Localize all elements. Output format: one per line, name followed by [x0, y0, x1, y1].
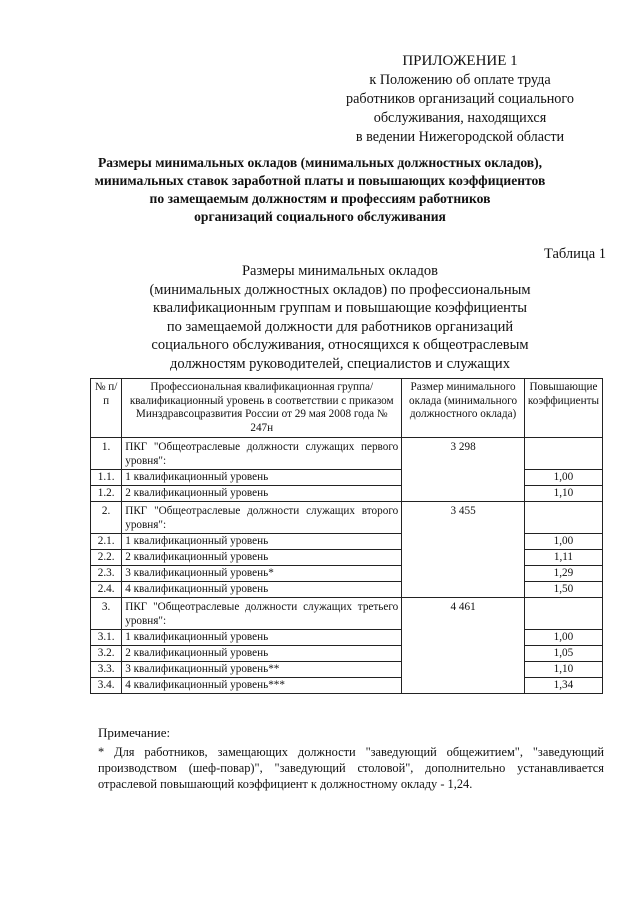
document-title-line: по замещаемым должностям и профессиям работников — [149, 191, 491, 206]
row-coef: 1,50 — [524, 582, 602, 598]
row-coef: 1,00 — [524, 630, 602, 646]
table-row — [91, 678, 603, 694]
annex-line: в ведении Нижегородской области — [355, 129, 565, 145]
row-level-name: 1 квалификационный уровень — [122, 470, 402, 486]
row-coef: 1,00 — [524, 470, 602, 486]
table-title-line: (минимальных должностных окладов) по профессиональным — [149, 281, 531, 298]
row-group-title: ПКГ "Общеотраслевые должности служащих первого уровня": — [122, 438, 402, 470]
header-num: № п/п — [91, 379, 122, 438]
note-label: Примечание: — [98, 725, 171, 740]
header-coef: Повышающие коэффициенты — [524, 379, 602, 438]
table-row-group — [91, 502, 603, 534]
header-salary: Размер минимального оклада (минимального должностного оклада) — [402, 379, 525, 438]
row-level-name: 2 квалификационный уровень — [122, 550, 402, 566]
table-title-line: социального обслуживания, относящихся к общеотраслевым — [151, 337, 529, 353]
row-num: 1. — [91, 438, 122, 470]
header-group: Профессиональная квалификационная группа/квалификационный уровень в соответствии с приказом Минздравсоцразвития России от 29 мая 2008 года № 247н — [122, 379, 402, 438]
table-header-row — [91, 379, 603, 438]
row-salary: 3 455 — [402, 502, 525, 598]
row-coef: 1,05 — [524, 646, 602, 662]
table-row — [91, 646, 603, 662]
table-row — [91, 486, 603, 502]
row-level-name: 4 квалификационный уровень — [122, 582, 402, 598]
row-level-name: 1 квалификационный уровень — [122, 630, 402, 646]
row-group-title: ПКГ "Общеотраслевые должности служащих второго уровня": — [122, 502, 402, 534]
table-row-group — [91, 598, 603, 630]
row-num: 2.3. — [91, 566, 122, 582]
row-num: 2.1. — [91, 534, 122, 550]
annex-line: работников организаций социального — [346, 91, 574, 107]
row-coef: 1,00 — [524, 534, 602, 550]
row-num: 2.4. — [91, 582, 122, 598]
row-num: 3.3. — [91, 662, 122, 678]
row-num: 2.2. — [91, 550, 122, 566]
row-coef-empty — [524, 598, 602, 630]
row-level-name: 1 квалификационный уровень — [122, 534, 402, 550]
row-coef-empty — [524, 502, 602, 534]
table-row — [91, 534, 603, 550]
row-level-name: 2 квалификационный уровень — [122, 486, 402, 502]
row-coef: 1,11 — [524, 550, 602, 566]
row-num: 3.1. — [91, 630, 122, 646]
row-num: 3. — [91, 598, 122, 630]
row-num: 1.1. — [91, 470, 122, 486]
row-coef: 1,10 — [524, 486, 602, 502]
document-title-line: минимальных ставок заработной платы и повышающих коэффициентов — [94, 173, 546, 188]
salary-table — [90, 378, 603, 694]
annex-header — [330, 52, 590, 147]
row-num: 3.4. — [91, 678, 122, 694]
row-level-name: 3 квалификационный уровень* — [122, 566, 402, 582]
annex-line: к Положению об оплате труда — [369, 72, 551, 88]
row-coef: 1,29 — [524, 566, 602, 582]
row-coef: 1,10 — [524, 662, 602, 678]
table-number: Таблица 1 — [543, 246, 606, 262]
table-row — [91, 662, 603, 678]
annex-title: ПРИЛОЖЕНИЕ 1 — [402, 53, 518, 69]
row-level-name: 2 квалификационный уровень — [122, 646, 402, 662]
table-row — [91, 566, 603, 582]
table-row — [91, 582, 603, 598]
table-row — [91, 550, 603, 566]
table-row-group — [91, 438, 603, 470]
row-level-name: 3 квалификационный уровень** — [122, 662, 402, 678]
annex-line: обслуживания, находящихся — [373, 110, 547, 126]
table-title-line: должностям руководителей, специалистов и служащих — [170, 355, 510, 372]
document-title — [60, 154, 580, 226]
table-title — [120, 262, 560, 373]
table-title-line: по замещаемой должности для работников организаций — [166, 318, 514, 335]
document-title-line: организаций социального обслуживания — [194, 209, 446, 224]
row-num: 1.2. — [91, 486, 122, 502]
table-title-line: Размеры минимальных окладов — [241, 263, 438, 279]
table-title-line: квалификационным группам и повышающие коэффициенты — [152, 300, 528, 316]
table-row — [91, 630, 603, 646]
row-coef: 1,34 — [524, 678, 602, 694]
row-level-name: 4 квалификационный уровень*** — [122, 678, 402, 694]
document-title-line: Размеры минимальных окладов (минимальных должностных окладов), — [97, 155, 543, 170]
note-text: * Для работников, замещающих должности "заведующий общежитием", "заведующий производством (шеф-повар)", "заведующий столовой", дополнительно устанавливается отраслевой повышающий коэффициент к должностному окладу - 1,24. — [98, 745, 604, 791]
row-salary: 3 298 — [402, 438, 525, 502]
table-row — [91, 470, 603, 486]
row-group-title: ПКГ "Общеотраслевые должности служащих третьего уровня": — [122, 598, 402, 630]
row-num: 2. — [91, 502, 122, 534]
row-num: 3.2. — [91, 646, 122, 662]
row-salary: 4 461 — [402, 598, 525, 694]
row-coef-empty — [524, 438, 602, 470]
